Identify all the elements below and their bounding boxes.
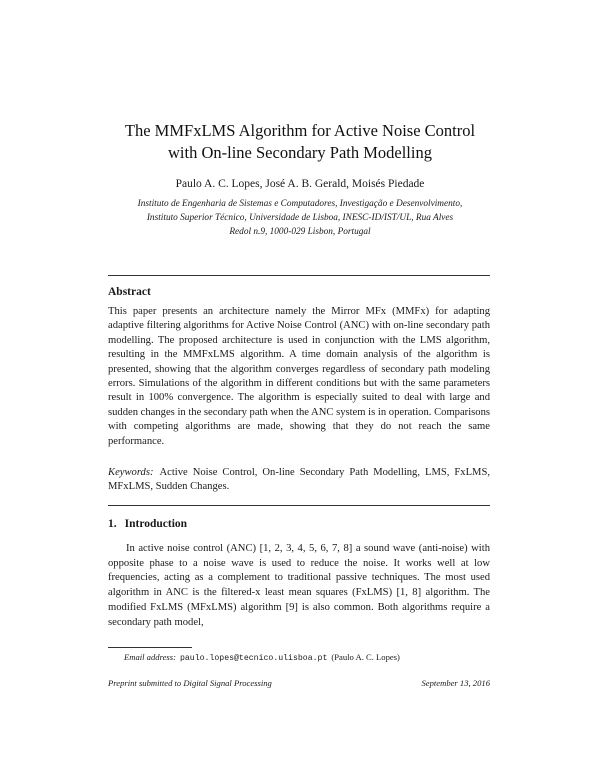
- abstract-text: This paper presents an architecture namely the Mirror MFx (MMFx) for adapting adaptive filtering algorithms for Active Noise Control (ANC) with on-line secondary path modelling. The proposed architecture is used in conjunction with the LMS algorithm, resulting in the MMFxLMS algorithm. A time domain analysis of the algorithm is presented, showing that the algorithm converges regardless of secondary path modeling errors. Simulations of the algorithm in different conditions but with the same parameters result in 100% convergence. The algorithm is especially suited to deal with large and sudden changes in the secondary path when the ANC system is in operation. Comparisons with competing algorithms are made, showing that they do not reach the same performance.: [108, 306, 490, 447]
- author-list: Paulo A. C. Lopes, José A. B. Gerald, Moisés Piedade: [175, 178, 425, 190]
- keywords: [108, 466, 490, 495]
- affiliation-line-1: Instituto de Engenharia de Sistemas e Computadores, Investigação e Desenvolvimento,: [137, 199, 463, 209]
- abstract-bottom-rule: [108, 505, 490, 506]
- footnote-label: Email address:: [124, 652, 176, 662]
- affiliation: [95, 197, 505, 239]
- introduction-text: In active noise control (ANC) [1, 2, 3, 4, 5, 6, 7, 8] a sound wave (anti-noise) with opposite phase to a noise wave is used to reduce the noise. It works well at low frequencies, acting as a complement to traditional passive techniques. The most used algorithm in ANC is the filtered-x least mean squares (FxLMS) [1, 8] algorithm. The modified FxLMS (MFxLMS) algorithm [9] is also common. Both algorithms require a secondary path model,: [108, 543, 490, 628]
- section-title: Introduction: [124, 518, 188, 530]
- keywords-label: Keywords:: [108, 467, 154, 478]
- author-email: paulo.lopes@tecnico.ulisboa.pt: [179, 654, 328, 663]
- footnote-rule: [108, 647, 192, 648]
- introduction-heading: [108, 518, 187, 530]
- title-line-1: The MMFxLMS Algorithm for Active Noise Control: [124, 121, 476, 140]
- affiliation-line-2: Instituto Superior Técnico, Universidade de Lisboa, INESC-ID/IST/UL, Rua Alves: [146, 213, 454, 223]
- footer-journal: Preprint submitted to Digital Signal Processing: [108, 678, 272, 688]
- abstract-heading: Abstract: [108, 286, 151, 298]
- footnote: [124, 652, 400, 663]
- footer-date: September 13, 2016: [421, 678, 490, 688]
- title-line-2: with On-line Secondary Path Modelling: [168, 143, 432, 162]
- paper-title: [60, 120, 540, 164]
- abstract-top-rule: [108, 275, 490, 276]
- keywords-list: Active Noise Control, On-line Secondary Path Modelling, LMS, FxLMS, MFxLMS, Sudden Changes.: [108, 467, 490, 493]
- section-number: 1.: [108, 518, 117, 530]
- affiliation-line-3: Redol n.9, 1000-029 Lisbon, Portugal: [229, 227, 371, 237]
- footnote-author: (Paulo A. C. Lopes): [331, 652, 400, 662]
